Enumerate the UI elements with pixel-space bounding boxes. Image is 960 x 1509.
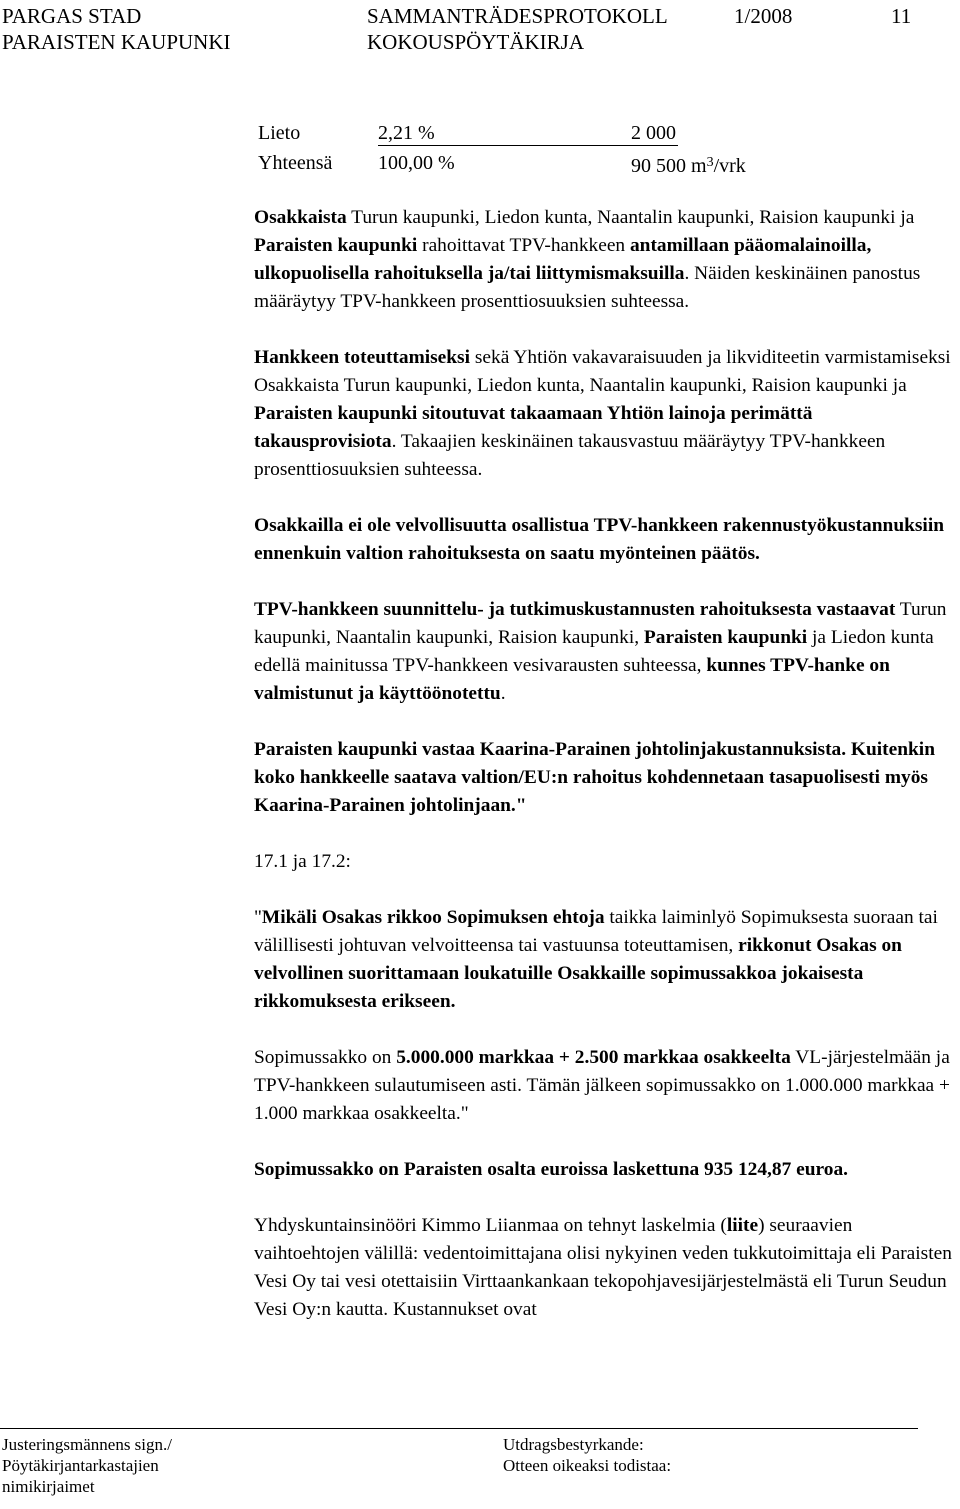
footer-certified-sv: Utdragsbestyrkande: xyxy=(503,1435,644,1454)
cubic-superscript: 3 xyxy=(706,155,714,170)
paragraph-penalty: Sopimussakko on 5.000.000 markkaa + 2.500 markkaa osakkeelta VL-järjestelmään ja TPV-hankkeen sulautumiseen asti. Tämän jälkeen sopimussakko on 1.000.000 markkaa + 1.000 markkaa osakkeelta." xyxy=(254,1047,950,1124)
footer-signature-label-fi2: nimikirjaimet xyxy=(2,1477,95,1496)
share-table xyxy=(258,118,858,178)
doc-number: 1/2008 xyxy=(734,4,793,28)
doc-type-swedish: SAMMANTRÄDESPROTOKOLL xyxy=(367,4,668,28)
footer-certified-fi: Otteen oikeaksi todistaa: xyxy=(503,1456,672,1475)
page-header xyxy=(0,0,960,60)
row-percent: 100,00 % xyxy=(378,152,455,174)
page-number: 11 xyxy=(891,4,912,28)
paragraph-planning-costs: TPV-hankkeen suunnittelu- ja tutkimuskustannusten rahoituksesta vastaavat Turun kaupunki, Naantalin kaupunki, Raision kaupunki, Paraisten kaupunki ja Liedon kunta edellä mainitussa TPV-hankkeen vesivarausten suhteessa, kunnes TPV-hanke on valmistunut ja käyttöönotettu. xyxy=(254,599,947,704)
footer-signature-label-fi: Pöytäkirjantarkastajien xyxy=(2,1456,159,1475)
row-percent: 2,21 % xyxy=(378,122,435,144)
table-row xyxy=(258,148,858,178)
total-amount: 90 500 m xyxy=(631,155,707,177)
paragraph-calculations: Yhdyskuntainsinööri Kimmo Liianmaa on tehnyt laskelmia (liite) seuraavien vaihtoehtojen välillä: vedentoimittajana olisi nykyinen veden tukkutoimittaja eli Paraisten Vesi Oy tai vesi otettaisiin Virttaankankaan tekopohjavesijärjestelmästä eli Turun Seudun Vesi Oy:n kautta. Kustannukset ovat xyxy=(254,1215,952,1320)
footer-rule xyxy=(0,1428,918,1429)
table-row xyxy=(258,118,858,148)
paragraph-penalty-euro: Sopimussakko on Paraisten osalta euroissa laskettuna 935 124,87 euroa. xyxy=(254,1159,849,1180)
paragraph-breach: "Mikäli Osakas rikkoo Sopimuksen ehtoja taikka laiminlyö Sopimuksesta suoraan tai välillisesti johtuvan velvoitteensa tai vastuunsa toteuttamisen, rikkonut Osakas on velvollinen suorittamaan loukatuille Osakkaille sopimussakkoa jokaisesta rikkomuksesta erikseen. xyxy=(254,907,938,1012)
org-name-swedish: PARGAS STAD xyxy=(2,4,142,28)
paragraph-financing: Osakkaista Turun kaupunki, Liedon kunta, Naantalin kaupunki, Raision kaupunki ja Paraisten kaupunki rahoittavat TPV-hankkeen antamillaan pääomalainoilla, ulkopuolisella rahoituksella ja/tai liittymismaksuilla. Näiden keskinäinen panostus määräytyy TPV-hankkeen prosenttiosuuksien suhteessa. xyxy=(254,207,921,312)
document-body xyxy=(254,204,954,1352)
paragraph-guarantee: Hankkeen toteuttamiseksi sekä Yhtiön vakavaraisuuden ja likviditeetin varmistamiseksi Osakkaista Turun kaupunki, Liedon kunta, Naantalin kaupunki, Raision kaupunki ja Paraisten kaupunki sitoutuvat takaamaan Yhtiön lainoja perimättä takausprovisiota. Takaajien keskinäinen takausvastuu määräytyy TPV-hankkeen prosenttiosuuksien suhteessa. xyxy=(254,347,951,480)
doc-type-finnish: KOKOUSPÖYTÄKIRJA xyxy=(367,30,585,54)
total-unit: /vrk xyxy=(713,155,746,177)
row-amount-total xyxy=(631,148,746,181)
sum-underline xyxy=(378,145,678,146)
row-amount: 2 000 xyxy=(631,122,676,144)
section-reference: 17.1 ja 17.2: xyxy=(254,851,351,872)
paragraph-no-obligation: Osakkailla ei ole velvollisuutta osallistua TPV-hankkeen rakennustyökustannuksiin ennenkuin valtion rahoituksesta on saatu myönteinen päätös. xyxy=(254,515,944,564)
page-footer xyxy=(0,1425,960,1509)
org-name-finnish: PARAISTEN KAUPUNKI xyxy=(2,30,231,54)
row-name: Lieto xyxy=(258,122,301,144)
footer-signature-label-sv: Justeringsmännens sign./ xyxy=(2,1435,172,1454)
row-name: Yhteensä xyxy=(258,152,333,174)
paragraph-pipeline-costs: Paraisten kaupunki vastaa Kaarina-Parainen johtolinjakustannuksista. Kuitenkin koko hankkeelle saatava valtion/EU:n rahoitus kohdennetaan tasapuolisesti myös Kaarina-Parainen johtolinjaan." xyxy=(254,739,935,816)
